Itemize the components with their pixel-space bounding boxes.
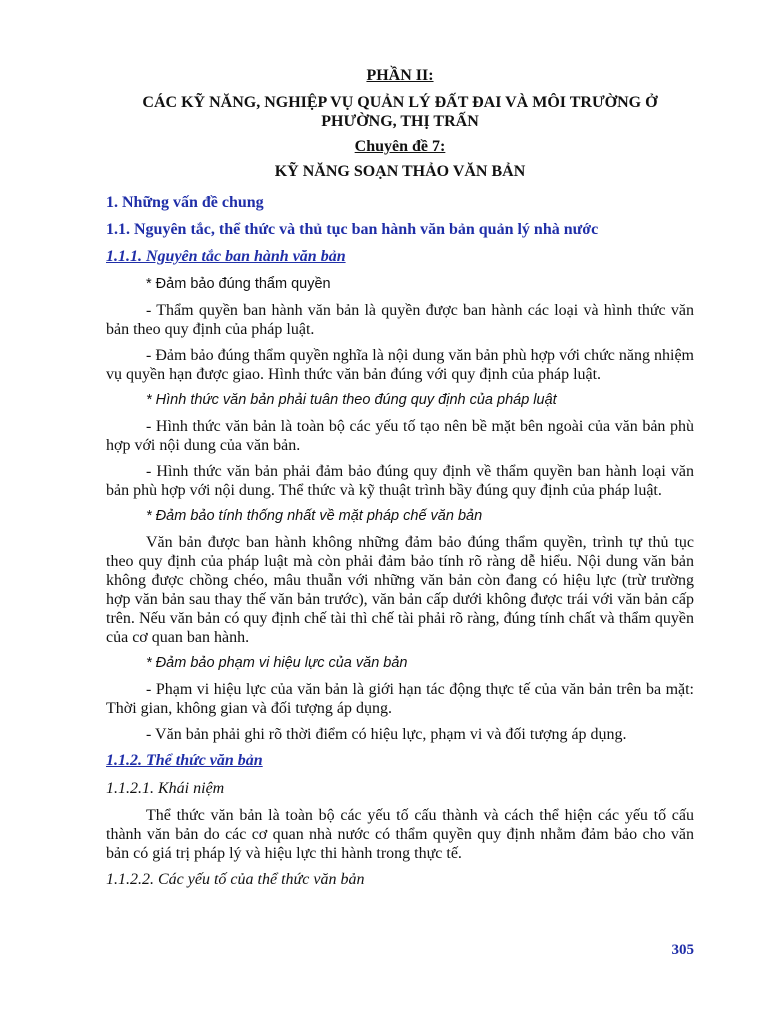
paragraph: Văn bản được ban hành không những đảm bảo đúng thẩm quyền, trình tự thủ tục theo quy định của pháp luật mà còn phải đảm bảo tính rõ ràng dễ hiểu. Nội dung văn bản không được chồng chéo, mâu thuẫn với những văn bản còn đang có hiệu lực (trừ trường hợp văn bản sau thay thế văn bản trước), văn bản cấp dưới không được trái với văn bản cấp trên. Nếu văn bản có quy định chế tài thì chế tài phải rõ ràng, đúng tính chất và thẩm quyền của cơ quan ban hành. [106, 534, 694, 646]
document-page [106, 66, 694, 897]
main-title: CÁC KỸ NĂNG, NGHIỆP VỤ QUẢN LÝ ĐẤT ĐAI VÀ MÔI TRƯỜNG Ở PHƯỜNG, THỊ TRẤN [142, 94, 658, 130]
bullet-consistency: * Đảm bảo tính thống nhất về mặt pháp chế văn bản [146, 508, 483, 524]
section-heading-1: 1. Những vấn đề chung [106, 194, 264, 211]
paragraph: - Phạm vi hiệu lực của văn bản là giới hạn tác động thực tế của văn bản trên ba mặt: Thời gian, không gian và đối tượng áp dụng. [106, 681, 694, 717]
paragraph: - Văn bản phải ghi rõ thời điểm có hiệu lực, phạm vi và đối tượng áp dụng. [146, 726, 627, 743]
section-heading-1-1-2: 1.1.2. Thể thức văn bản [106, 752, 263, 769]
paragraph: - Thẩm quyền ban hành văn bản là quyền được ban hành các loại và hình thức văn bản theo quy định của pháp luật. [106, 302, 694, 338]
bullet-form: * Hình thức văn bản phải tuân theo đúng quy định của pháp luật [146, 392, 557, 408]
paragraph: - Đảm bảo đúng thẩm quyền nghĩa là nội dung văn bản phù hợp với chức năng nhiệm vụ quyền hạn được giao. Hình thức văn bản đúng với quy định của pháp luật. [106, 347, 694, 383]
section-heading-1-1: 1.1. Nguyên tắc, thể thức và thủ tục ban hành văn bản quản lý nhà nước [106, 221, 599, 238]
paragraph: - Hình thức văn bản là toàn bộ các yếu tố tạo nên bề mặt bên ngoài của văn bản phù hợp với nội dung của văn bản. [106, 418, 694, 454]
bullet-authority: * Đảm bảo đúng thẩm quyền [146, 276, 331, 292]
bullet-scope: * Đảm bảo phạm vi hiệu lực của văn bản [146, 655, 408, 671]
part-title: PHẦN II: [366, 67, 434, 84]
page-number: 305 [671, 942, 694, 958]
topic-name: KỸ NĂNG SOẠN THẢO VĂN BẢN [274, 163, 526, 180]
section-heading-1-1-1: 1.1.1. Nguyên tắc ban hành văn bản [106, 248, 346, 265]
paragraph: - Hình thức văn bản phải đảm bảo đúng quy định về thẩm quyền ban hành loại văn bản phù hợp với nội dung. Thể thức và kỹ thuật trình bầy đúng quy định của pháp luật. [106, 463, 694, 499]
subsection-heading-1-1-2-2: 1.1.2.2. Các yếu tố của thể thức văn bản [106, 871, 365, 888]
paragraph: Thể thức văn bản là toàn bộ các yếu tố cấu thành và cách thể hiện các yếu tố cấu thành văn bản do các cơ quan nhà nước có thẩm quyền quy định nhằm đảm bảo cho văn bản có giá trị pháp lý và hiệu lực thi hành trong thực tế. [106, 807, 694, 862]
subsection-heading-1-1-2-1: 1.1.2.1. Khái niệm [106, 780, 225, 797]
topic-title: Chuyên đề 7: [354, 138, 446, 155]
